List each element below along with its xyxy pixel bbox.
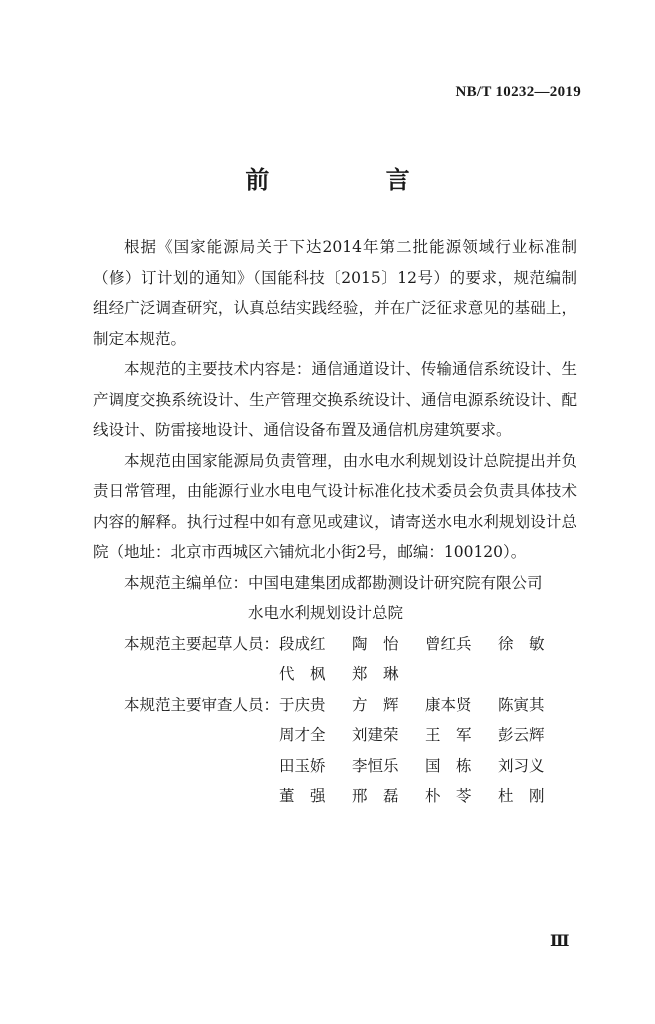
chief-unit-1: 中国电建集团成都勘测设计研究院有限公司	[248, 573, 543, 592]
chief-unit-2: 水电水利规划设计总院	[248, 604, 404, 622]
reviewers-list	[279, 690, 577, 812]
chief-units-label: 本规范主编单位：	[124, 573, 249, 592]
paragraph-management: 本规范由国家能源局负责管理，由水电水利规划设计总院提出并负责日常管理，由能源行业水电电气设计标准化技术委员会负责具体技术内容的解释。执行过程中如有意见或建议，请寄送水电水利规划设计总院（地址：北京市西城区六铺炕北小街2号，邮编：100120）。	[93, 451, 577, 561]
reviewers-label: 本规范主要审查人员：	[124, 695, 280, 714]
preface-body	[93, 232, 577, 812]
reviewer-name: 刘习义	[498, 756, 545, 775]
drafter-name: 段成红	[279, 634, 326, 653]
reviewer-name: 朴 苓	[425, 787, 472, 805]
page-number: Ⅲ	[550, 933, 570, 950]
reviewer-name: 彭云辉	[498, 726, 545, 744]
reviewer-name: 董 强	[279, 787, 326, 805]
reviewer-name: 周才全	[279, 726, 326, 744]
paragraph-technical-content: 本规范的主要技术内容是：通信通道设计、传输通信系统设计、生产调度交换系统设计、生产管理交换系统设计、通信电源系统设计、配线设计、防雷接地设计、通信设备布置及通信机房建筑要求。	[93, 360, 577, 439]
reviewer-name: 邢 磊	[352, 787, 399, 805]
reviewer-name: 李恒乐	[352, 756, 399, 775]
page-title: 前 言	[245, 165, 464, 194]
reviewer-name: 于庆贵	[279, 695, 326, 714]
reviewers-row	[93, 690, 577, 812]
drafter-name: 代 枫	[279, 665, 326, 683]
drafters-label: 本规范主要起草人员：	[124, 634, 280, 653]
drafter-name: 曾红兵	[425, 634, 472, 653]
reviewer-name: 方 辉	[352, 695, 399, 714]
chief-units-row	[93, 568, 577, 629]
drafters-list	[279, 629, 577, 690]
reviewer-name: 田玉娇	[279, 756, 326, 775]
chief-units-list	[248, 568, 577, 629]
drafter-name: 徐 敏	[498, 634, 545, 653]
standard-code: NB/T 10232—2019	[455, 84, 581, 100]
reviewer-name: 杜 刚	[498, 787, 545, 805]
reviewer-name: 康本贤	[425, 695, 472, 714]
reviewer-name: 国 栋	[425, 756, 472, 775]
reviewer-name: 刘建荣	[352, 726, 399, 744]
reviewer-name: 王 军	[425, 726, 472, 744]
drafter-name: 陶 怡	[352, 634, 399, 653]
paragraph-basis: 根据《国家能源局关于下达2014年第二批能源领域行业标准制（修）订计划的通知》（国能科技〔2015〕12号）的要求，规范编制组经广泛调查研究，认真总结实践经验，并在广泛征求意见的基础上，制定本规范。	[93, 238, 577, 348]
reviewer-name: 陈寅其	[498, 695, 545, 714]
drafters-row	[93, 629, 577, 690]
drafter-name: 郑 琳	[352, 665, 399, 683]
